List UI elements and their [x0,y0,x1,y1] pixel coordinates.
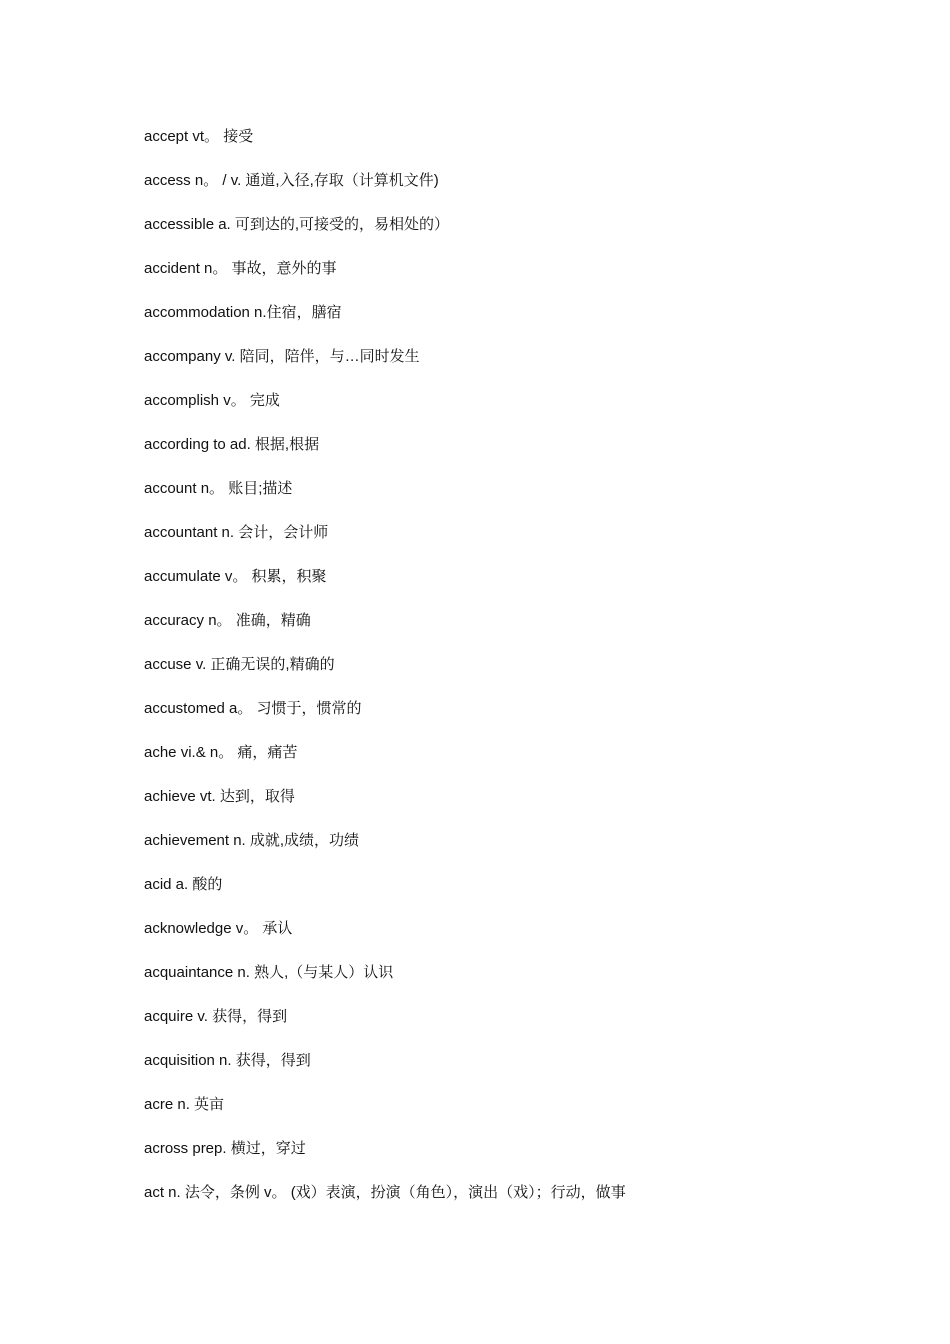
entry-text: accommodation n.住宿，膳宿 [144,304,342,321]
entry-text: accept vt。 接受 [144,128,254,145]
entry-text: accessible a. 可到达的,可接受的，易相处的） [144,216,450,233]
vocabulary-entry [144,1138,844,1182]
entry-text: acquisition n. 获得，得到 [144,1052,311,1069]
entry-text: acid a. 酸的 [144,876,223,893]
entry-text: accomplish v。 完成 [144,392,280,409]
entry-text: achievement n. 成就,成绩，功绩 [144,832,360,849]
entry-text: act n. 法令，条例 v。 (戏）表演，扮演（角色），演出（戏）；行动，做事 [144,1184,626,1201]
entry-text: acre n. 英亩 [144,1096,225,1113]
vocabulary-entry [144,434,844,478]
vocabulary-entry [144,214,844,258]
entry-text: accompany v. 陪同，陪伴，与…同时发生 [144,348,420,365]
vocabulary-entry [144,698,844,742]
vocabulary-entry [144,170,844,214]
entry-text: access n。 / v. 通道,入径,存取（计算机文件) [144,172,439,189]
vocabulary-entry [144,830,844,874]
vocabulary-entry [144,610,844,654]
entry-text: across prep. 横过，穿过 [144,1140,306,1157]
vocabulary-entry [144,918,844,962]
entry-text: acquaintance n. 熟人,（与某人）认识 [144,964,394,981]
vocabulary-list [144,126,844,1226]
vocabulary-entry [144,302,844,346]
vocabulary-entry [144,522,844,566]
vocabulary-entry [144,390,844,434]
vocabulary-entry [144,1050,844,1094]
vocabulary-entry [144,126,844,170]
entry-text: acknowledge v。 承认 [144,920,293,937]
entry-text: accumulate v。 积累，积聚 [144,568,327,585]
entry-text: accustomed a。 习惯于，惯常的 [144,700,362,717]
entry-text: account n。 账目;描述 [144,480,293,497]
vocabulary-entry [144,258,844,302]
vocabulary-entry [144,786,844,830]
vocabulary-entry [144,1094,844,1138]
vocabulary-entry [144,654,844,698]
vocabulary-entry [144,1182,844,1226]
vocabulary-entry [144,566,844,610]
vocabulary-entry [144,1006,844,1050]
entry-text: according to ad. 根据,根据 [144,436,320,453]
vocabulary-entry [144,478,844,522]
entry-text: acquire v. 获得，得到 [144,1008,288,1025]
vocabulary-entry [144,346,844,390]
entry-text: achieve vt. 达到，取得 [144,788,295,805]
vocabulary-entry [144,742,844,786]
entry-text: accuracy n。 准确，精确 [144,612,311,629]
vocabulary-entry [144,874,844,918]
entry-text: ache vi.& n。 痛，痛苦 [144,744,298,761]
vocabulary-entry [144,962,844,1006]
entry-text: accuse v. 正确无误的,精确的 [144,656,335,673]
entry-text: accountant n. 会计，会计师 [144,524,329,541]
entry-text: accident n。 事故，意外的事 [144,260,337,277]
